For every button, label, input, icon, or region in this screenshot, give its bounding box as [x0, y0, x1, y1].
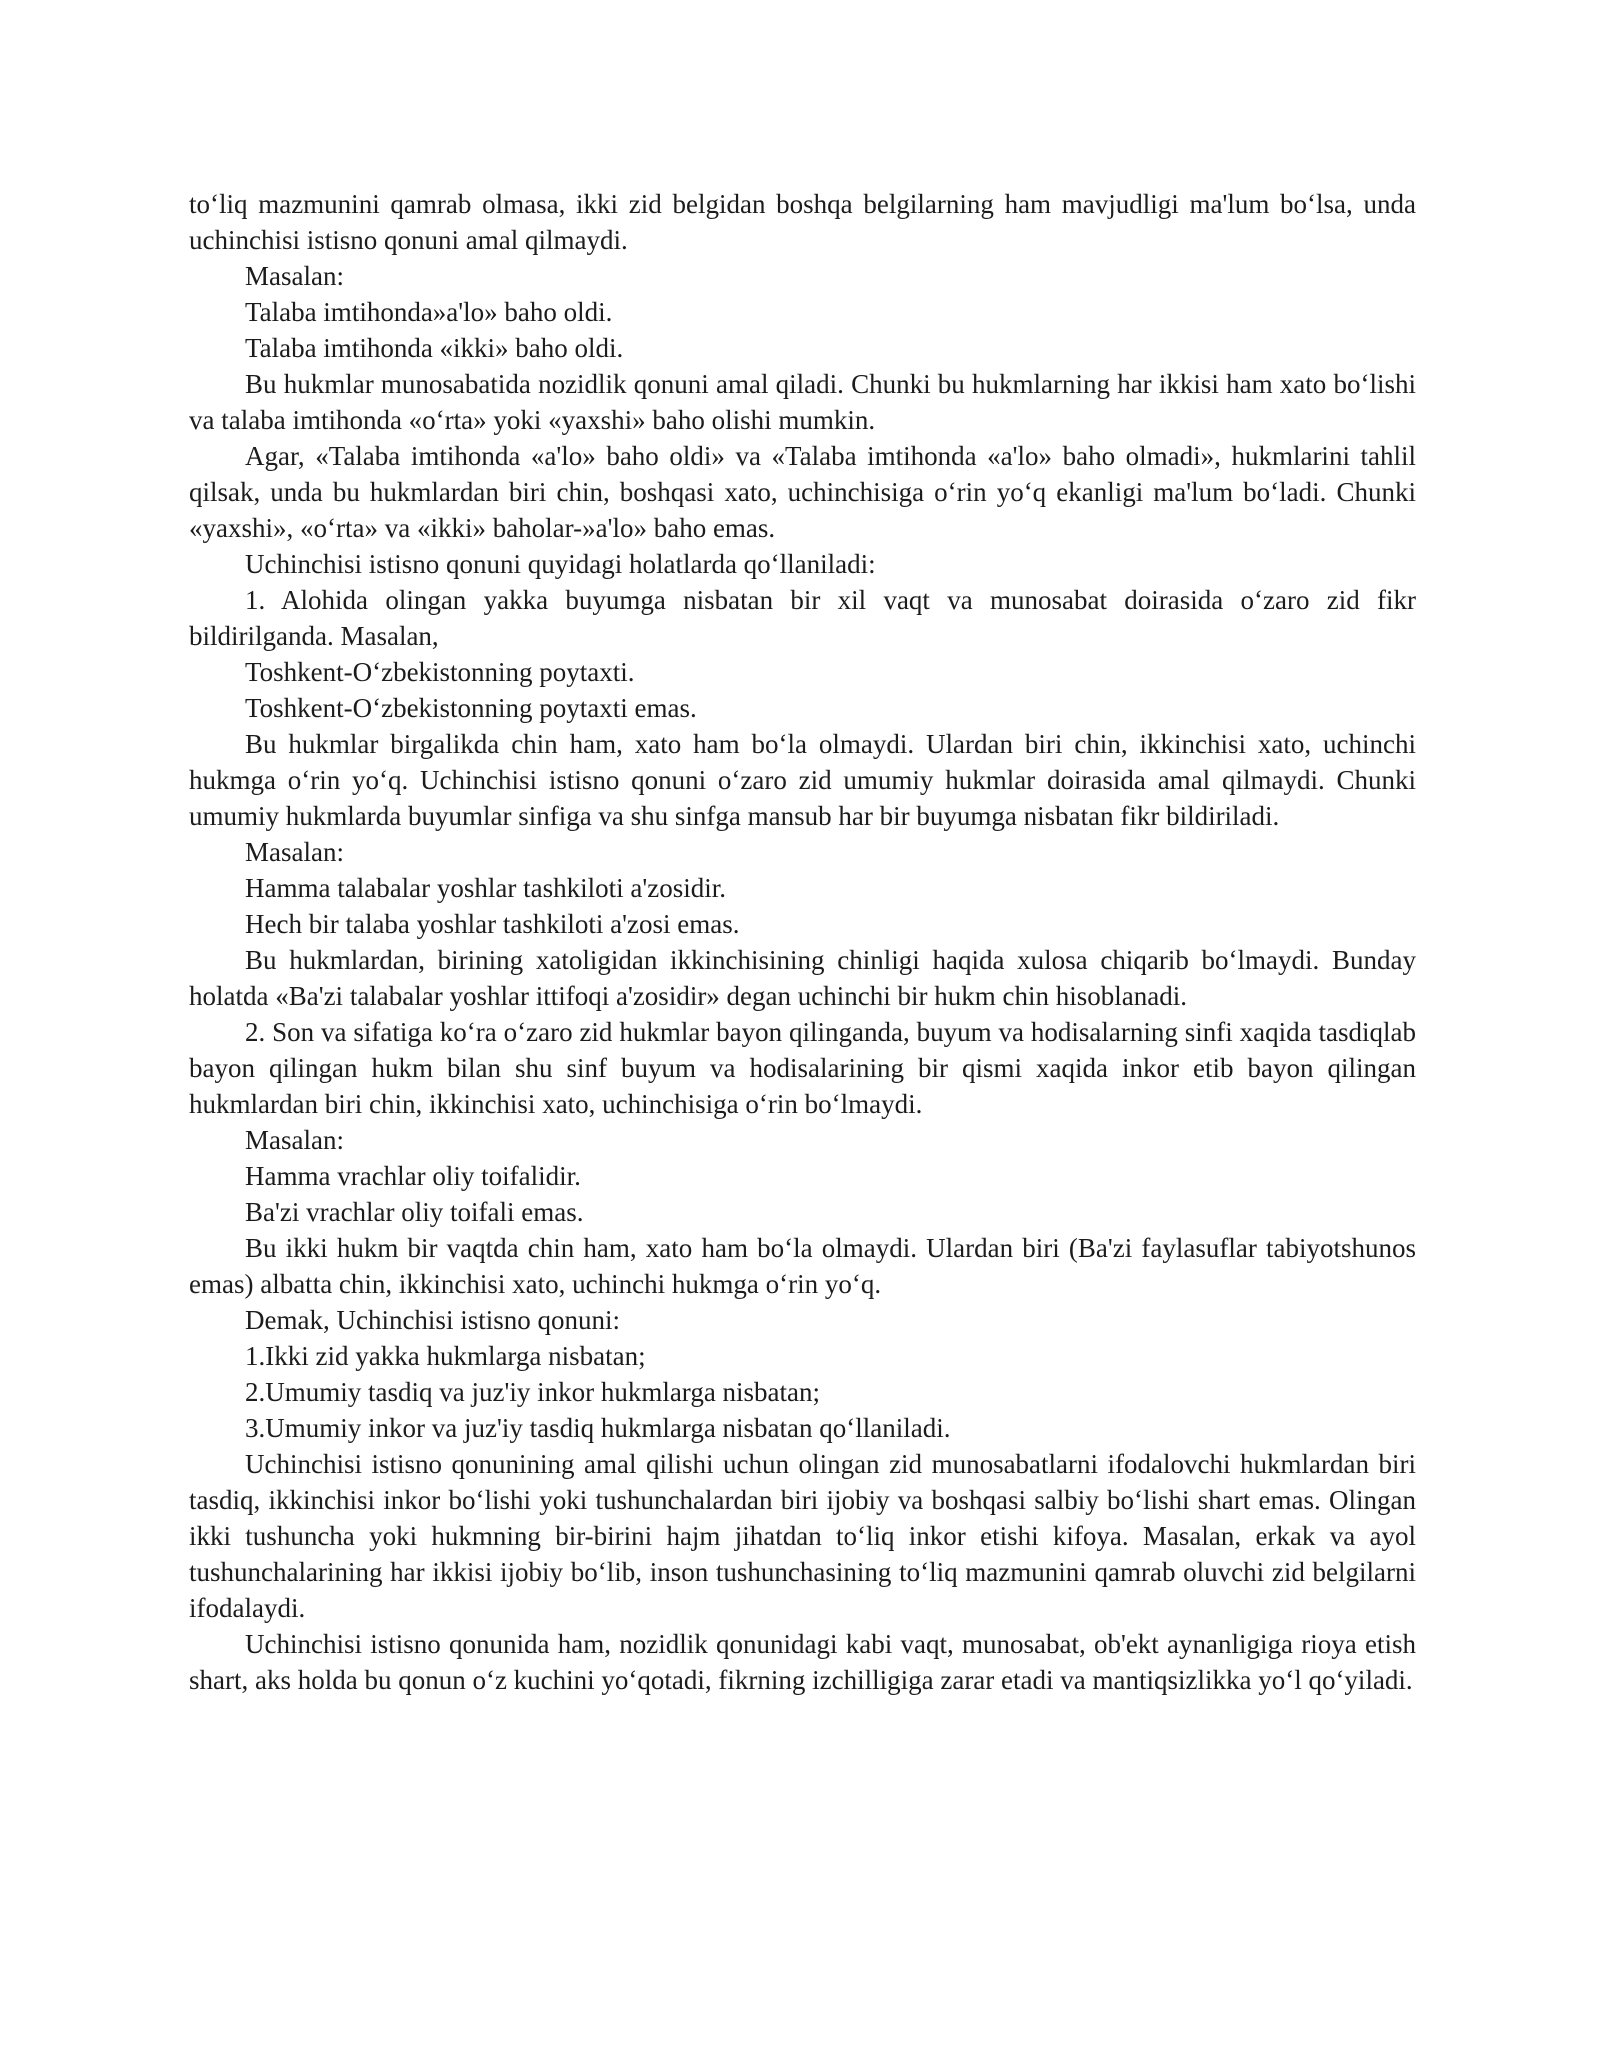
- paragraph: Hech bir talaba yoshlar tashkiloti a'zosi emas.: [245, 909, 740, 939]
- paragraph-continuation: to‘liq mazmunini qamrab olmasa, ikki zid belgidan boshqa belgilarning ham mavjudligi ma'lum bo‘lsa, unda uchinchisi istisno qonuni amal qilmaydi.: [189, 189, 1416, 255]
- paragraph: Hamma vrachlar oliy toifalidir.: [245, 1161, 581, 1191]
- paragraph: Hamma talabalar yoshlar tashkiloti a'zosidir.: [245, 873, 726, 903]
- paragraph: Masalan:: [245, 261, 344, 291]
- paragraph: Bu hukmlardan, birining xatoligidan ikkinchisining chinligi haqida xulosa chiqarib bo‘lmaydi. Bunday holatda «Ba'zi talabalar yoshlar ittifoqi a'zosidir» degan uchinchi bir hukm chin hisoblanadi.: [189, 945, 1416, 1011]
- paragraph: 1. Alohida olingan yakka buyumga nisbatan bir xil vaqt va munosabat doirasida o‘zaro zid fikr bildirilganda. Masalan,: [189, 585, 1416, 651]
- paragraph: 1.Ikki zid yakka hukmlarga nisbatan;: [245, 1341, 646, 1371]
- paragraph: Masalan:: [245, 1125, 344, 1155]
- paragraph: Ba'zi vrachlar oliy toifali emas.: [245, 1197, 584, 1227]
- paragraph: Toshkent-O‘zbekistonning poytaxti.: [245, 657, 635, 687]
- paragraph: Uchinchisi istisno qonunida ham, nozidlik qonunidagi kabi vaqt, munosabat, ob'ekt aynanligiga rioya etish shart, aks holda bu qonun o‘z kuchini yo‘qotadi, fikrning izchilligiga zarar etadi va mantiqsizlikka yo‘l qo‘yiladi.: [189, 1629, 1416, 1695]
- paragraph: 3.Umumiy inkor va juz'iy tasdiq hukmlarga nisbatan qo‘llaniladi.: [245, 1413, 951, 1443]
- paragraph: Agar, «Talaba imtihonda «a'lo» baho oldi» va «Talaba imtihonda «a'lo» baho olmadi», hukmlarini tahlil qilsak, unda bu hukmlardan biri chin, boshqasi xato, uchinchisiga o‘rin yo‘q ekanligi ma'lum bo‘ladi. Chunki «yaxshi», «o‘rta» va «ikki» baholar-»a'lo» baho emas.: [189, 441, 1416, 543]
- paragraph: Demak, Uchinchisi istisno qonuni:: [245, 1305, 620, 1335]
- paragraph: Talaba imtihonda «ikki» baho oldi.: [245, 333, 624, 363]
- paragraph: 2. Son va sifatiga ko‘ra o‘zaro zid hukmlar bayon qilinganda, buyum va hodisalarning sinfi xaqida tasdiqlab bayon qilingan hukm bilan shu sinf buyum va hodisalarining bir qismi xaqida inkor etib bayon qilingan hukmlardan biri chin, ikkinchisi xato, uchinchisiga o‘rin bo‘lmaydi.: [189, 1017, 1416, 1119]
- paragraph: Bu hukmlar birgalikda chin ham, xato ham bo‘la olmaydi. Ulardan biri chin, ikkinchisi xato, uchinchi hukmga o‘rin yo‘q. Uchinchisi istisno qonuni o‘zaro zid umumiy hukmlar doirasida amal qilmaydi. Chunki umumiy hukmlarda buyumlar sinfiga va shu sinfga mansub har bir buyumga nisbatan fikr bildiriladi.: [189, 729, 1416, 831]
- paragraph: Uchinchisi istisno qonunining amal qilishi uchun olingan zid munosabatlarni ifodalovchi hukmlardan biri tasdiq, ikkinchisi inkor bo‘lishi yoki tushunchalardan biri ijobiy va boshqasi salbiy bo‘lishi shart emas. Olingan ikki tushuncha yoki hukmning bir-birini hajm jihatdan to‘liq inkor etishi kifoya. Masalan, erkak va ayol tushunchalarining har ikkisi ijobiy bo‘lib, inson tushunchasining to‘liq mazmunini qamrab oluvchi zid belgilarni ifodalaydi.: [189, 1449, 1416, 1623]
- paragraph: 2.Umumiy tasdiq va juz'iy inkor hukmlarga nisbatan;: [245, 1377, 821, 1407]
- paragraph: Talaba imtihonda»a'lo» baho oldi.: [245, 297, 613, 327]
- paragraph: Bu ikki hukm bir vaqtda chin ham, xato ham bo‘la olmaydi. Ulardan biri (Ba'zi faylasuflar tabiyotshunos emas) albatta chin, ikkinchisi xato, uchinchi hukmga o‘rin yo‘q.: [189, 1233, 1416, 1299]
- paragraph: Uchinchisi istisno qonuni quyidagi holatlarda qo‘llaniladi:: [245, 549, 876, 579]
- paragraph: Bu hukmlar munosabatida nozidlik qonuni amal qiladi. Chunki bu hukmlarning har ikkisi ham xato bo‘lishi va talaba imtihonda «o‘rta» yoki «yaxshi» baho olishi mumkin.: [189, 369, 1416, 435]
- paragraph: Masalan:: [245, 837, 344, 867]
- paragraph: Toshkent-O‘zbekistonning poytaxti emas.: [245, 693, 697, 723]
- document-page: [189, 186, 1416, 1698]
